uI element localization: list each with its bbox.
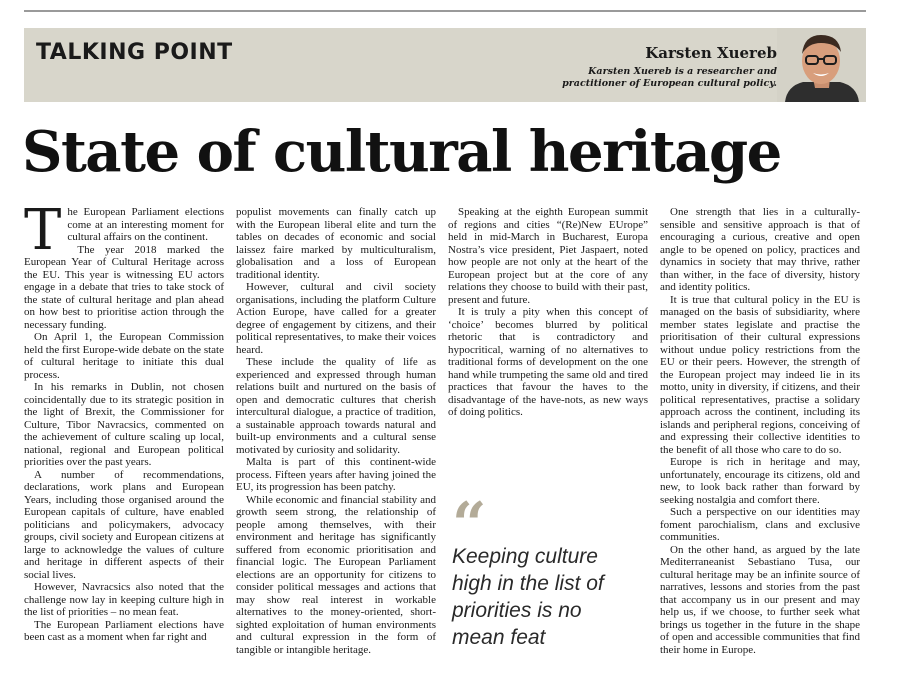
article-column-1 bbox=[24, 198, 224, 644]
paragraph: populist movements can finally catch up with the European liberal elite and turn the tables on decades of economic and social laissez faire marked by multiculturalism, globalisation and a loss of European traditional identity. bbox=[236, 206, 436, 281]
top-rule bbox=[24, 10, 866, 12]
paragraph: However, cultural and civil society organisations, including the platform Culture Action Europe, have called for a greater degree of engagement by citizens, and their political representatives, to make their voices heard. bbox=[236, 281, 436, 356]
author-photo bbox=[777, 28, 866, 102]
paragraph: The European Parliament elections have been cast as a moment when far right and bbox=[24, 618, 224, 643]
author-bio: Karsten Xuereb is a researcher and practitioner of European cultural policy. bbox=[562, 66, 777, 89]
paragraph: A number of recommendations, declarations, work plans and European Years, including those organised around the European capitals of culture, have enabled politicians and policymakers, advocacy groups, civil society and European citizens at large to acknowledge the values of culture and heritage in different aspects of their social lives. bbox=[24, 468, 224, 581]
article-column-4 bbox=[660, 206, 860, 656]
paragraph: Malta is part of this continent-wide process. Fifteen years after having joined the EU, its progression has been patchy. bbox=[236, 456, 436, 493]
paragraph: Such a perspective on our identities may foment parochialism, clans and exclusive communities. bbox=[660, 506, 860, 543]
paragraph: Speaking at the eighth European summit of regions and cities “(Re)New EUrope” held in mid-March in Bucharest, Europa Nostra’s vice president, Piet Jaspaert, noted how people are not only at the heart of the European project but at the core of any relations they choose to build with their past, present and future. bbox=[448, 206, 648, 306]
section-label: TALKING POINT bbox=[36, 40, 233, 65]
paragraph: It is true that cultural policy in the EU is managed on the basis of subsidiarity, where member states legislate and practise the prioritisation of their cultural expressions without undue policy restrictions from the EU or their peers. However, the strength of the European project may indeed lie in its motto, unity in diversity, if citizens, and their political representatives, practise a solidary approach across the continent, including its islands and peripheral regions, conceiving of and expressing their collective identities to the benefit of all those who care to do so. bbox=[660, 293, 860, 456]
article-column-2 bbox=[236, 206, 436, 656]
author-name: Karsten Xuereb bbox=[645, 44, 777, 62]
paragraph: However, Navracsics also noted that the challenge now lay in keeping culture high in the list of priorities – no mean feat. bbox=[24, 581, 224, 618]
paragraph: On April 1, the European Commission held the first Europe-wide debate on the state of cultural heritage to initiate this dual process. bbox=[24, 331, 224, 381]
paragraph-1: The European Parliament elections come at an interesting moment for cultural affairs on the continent. bbox=[24, 198, 224, 263]
paragraph: In his remarks in Dublin, not chosen coincidentally due to its strategic position in the light of Brexit, the Commissioner for Culture, Tibor Navracsics, commented on the achievement of culture scaling up local, national, regional and European political priorities over the past years. bbox=[24, 381, 224, 468]
paragraph: Europe is rich in heritage and may, unfortunately, encourage its citizens, old and new, to look back rather than forward by seeking nostalgia and comfort there. bbox=[660, 456, 860, 506]
drop-cap: T bbox=[24, 198, 62, 263]
paragraph: It is truly a pity when this concept of ‘choice’ becomes blurred by political rhetoric that is contradictory and hypocritical, warning of no alternatives to traditional forms of development on the one hand while trumpeting the same old and tired practices that favour the haves to the disadvantage of the have-nots, as new ways of doing politics. bbox=[448, 306, 648, 418]
paragraph: These include the quality of life as experienced and expressed through human relations built and nurtured on the basis of open and democratic cultures that cherish intercultural dialogue, a practice of tradition, a sustainable approach towards natural and built-up environments and a cultural sense motivated by curiosity and solidarity. bbox=[236, 356, 436, 456]
paragraph: While economic and financial stability and growth seem strong, the relationship of people among themselves, with their environment and heritage has significantly suffered from economic prioritisation and financial logic. The European Parliament elections are an opportunity for citizens to consider political messages and actions that may show real interest in workable alternatives to the money-oriented, short-sighted exploitation of human environments and cultural expression in the form of tangible or intangible heritage. bbox=[236, 493, 436, 656]
pull-quote: Keeping culture high in the list of priorities is no mean feat bbox=[452, 545, 604, 649]
paragraph: On the other hand, as argued by the late Mediterraneanist Sebastiano Tusa, our cultural heritage may be an infinite source of narratives, lessons and stories from the past that accompany us in our present and may help us, if we choose, to further seek what brings us together in the future in the shape of open and accessible communities that find their home in Europe. bbox=[660, 543, 860, 656]
paragraph: The year 2018 marked the European Year of Cultural Heritage across the EU. This year is witnessing EU actors engage in a debate that tries to take stock of the state of cultural heritage and plan ahead on how best to prioritise action through the necessary funding. bbox=[24, 243, 224, 331]
author-portrait-image bbox=[777, 28, 866, 102]
headline: State of cultural heritage bbox=[22, 119, 781, 185]
paragraph: One strength that lies in a culturally-sensible and sensitive approach is that of encouraging a curious, creative and open angle to be opened on policy, practices and dynamics in society that may thrive, rather than wither, in the face of diversity, history and identity politics. bbox=[660, 206, 860, 293]
article-column-3 bbox=[448, 206, 648, 419]
quote-mark-icon: “ bbox=[452, 490, 487, 560]
